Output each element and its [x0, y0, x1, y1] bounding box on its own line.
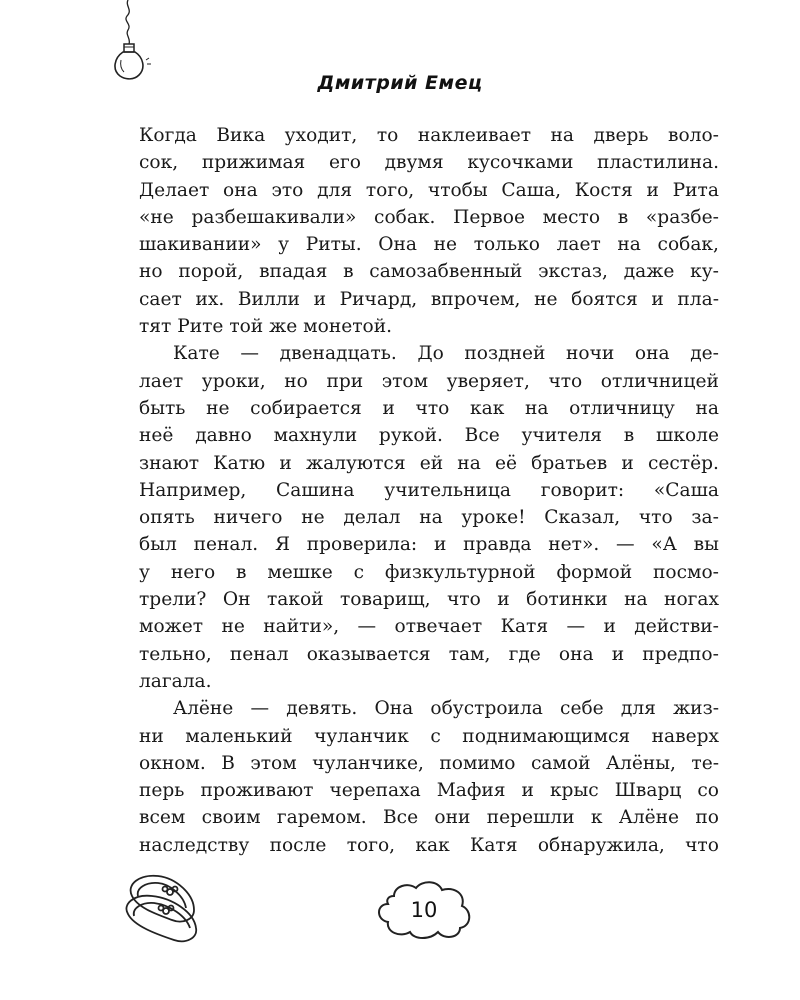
- word: ногах: [664, 589, 719, 611]
- word: уроке!: [461, 507, 526, 529]
- word: пенал.: [193, 534, 259, 556]
- word: двумя: [384, 152, 444, 174]
- word: правда: [463, 534, 532, 556]
- word: она: [558, 643, 594, 665]
- word: До: [417, 343, 444, 365]
- word: и: [651, 288, 664, 310]
- word: те-: [691, 752, 719, 774]
- paragraph: [139, 122, 719, 340]
- text-line: [139, 531, 719, 558]
- word: но: [139, 261, 163, 283]
- word: впрочем,: [430, 288, 521, 310]
- word: жалуются: [305, 452, 406, 474]
- word: на: [624, 589, 648, 611]
- word: после: [269, 834, 327, 856]
- word: что: [415, 397, 450, 419]
- word: пластилина.: [597, 152, 719, 174]
- text-line: [139, 313, 719, 340]
- word: Все: [383, 807, 419, 829]
- text-line: [139, 750, 719, 777]
- word: ей: [419, 452, 444, 474]
- word: —: [566, 616, 586, 638]
- word: —: [250, 698, 270, 720]
- text-line: [139, 340, 719, 367]
- word: не: [301, 507, 325, 529]
- word: ночи: [566, 343, 615, 365]
- word: уходит,: [284, 125, 358, 146]
- word: у: [278, 234, 290, 256]
- word: отличницу: [569, 397, 675, 419]
- word: на: [419, 507, 443, 529]
- text-line: [139, 668, 719, 695]
- word: махнули: [273, 425, 358, 447]
- word: порой,: [178, 261, 244, 283]
- word: такой: [266, 589, 324, 611]
- word: действи-: [634, 616, 719, 638]
- word: и: [433, 534, 447, 556]
- word: вы: [693, 534, 719, 556]
- word: Алёны,: [605, 752, 676, 774]
- word: не: [221, 616, 245, 638]
- text-line: [139, 832, 719, 859]
- word: наклеивает: [417, 125, 532, 146]
- word: где: [508, 643, 541, 665]
- word: Костя: [574, 179, 633, 201]
- word: неё: [139, 425, 174, 447]
- word: двенадцать.: [279, 343, 397, 365]
- word: рукой.: [378, 425, 443, 447]
- word: это: [271, 179, 304, 201]
- word: этом: [381, 370, 429, 392]
- word: что: [638, 507, 673, 529]
- word: её: [494, 452, 517, 474]
- word: тельно,: [139, 643, 212, 665]
- word: школе: [656, 425, 719, 447]
- word: и: [497, 589, 510, 611]
- text-line: [139, 777, 719, 804]
- word: что: [685, 834, 719, 856]
- word: место: [542, 206, 601, 228]
- word: посмо-: [653, 561, 719, 583]
- text-line: [139, 177, 719, 204]
- word: чтобы: [427, 179, 488, 201]
- text-line: [139, 477, 719, 504]
- word: отличницей: [600, 370, 719, 392]
- word: Катя: [470, 834, 518, 856]
- word: на: [524, 397, 549, 419]
- word: черепаха: [329, 780, 421, 802]
- word: монетой.: [303, 316, 392, 338]
- word: перь: [139, 780, 185, 802]
- word: сает: [139, 288, 182, 310]
- word: быть: [139, 397, 186, 419]
- word: пла-: [677, 288, 719, 310]
- word: сок,: [139, 152, 179, 174]
- word: нет».: [548, 534, 600, 556]
- word: только: [473, 234, 540, 256]
- word: «Саша: [653, 479, 719, 501]
- word: боятся: [571, 288, 638, 310]
- word: лает: [139, 370, 184, 392]
- word: Рита: [672, 179, 719, 201]
- word: поздней: [464, 343, 546, 365]
- text-line: [139, 586, 719, 613]
- text-line: [139, 258, 719, 285]
- word: Я: [274, 534, 290, 556]
- word: в: [617, 206, 629, 228]
- word: лает: [556, 234, 601, 256]
- word: что: [548, 370, 583, 392]
- word: ни: [139, 725, 164, 747]
- word: же: [269, 316, 304, 338]
- word: Алёне: [173, 698, 234, 720]
- word: на: [457, 452, 481, 474]
- word: маленький: [185, 725, 293, 747]
- word: Риты.: [305, 234, 362, 256]
- word: гаремом.: [276, 807, 367, 829]
- word: с: [430, 725, 441, 747]
- word: ку-: [690, 261, 719, 283]
- word: и: [646, 179, 659, 201]
- word: чуланчике,: [312, 752, 424, 774]
- word: Например,: [139, 479, 247, 501]
- word: то: [376, 125, 399, 146]
- word: лагала.: [139, 670, 212, 692]
- word: наследству: [139, 834, 250, 856]
- text-line: [139, 504, 719, 531]
- word: этом: [250, 752, 297, 774]
- word: Сашина: [276, 479, 355, 501]
- slippers-icon: [118, 866, 230, 950]
- word: опять: [139, 507, 195, 529]
- word: Кате: [173, 343, 220, 365]
- word: себе: [560, 698, 604, 720]
- word: для: [317, 179, 353, 201]
- text-line: [139, 422, 719, 449]
- word: ничего: [213, 507, 283, 529]
- word: —: [616, 534, 635, 556]
- word: него: [170, 561, 216, 583]
- word: Мафия: [436, 780, 506, 802]
- word: уроки,: [201, 370, 266, 392]
- word: собак,: [657, 234, 719, 256]
- word: на: [550, 125, 575, 146]
- word: воло-: [668, 125, 719, 146]
- word: «разбе-: [645, 206, 719, 228]
- word: уверяет,: [446, 370, 530, 392]
- word: там,: [448, 643, 491, 665]
- word: их.: [195, 288, 225, 310]
- word: но: [284, 370, 308, 392]
- word: и: [279, 452, 292, 474]
- word: учителя: [521, 425, 603, 447]
- word: на: [617, 234, 641, 256]
- word: как: [469, 397, 505, 419]
- word: обустроила: [430, 698, 543, 720]
- word: наверх: [651, 725, 719, 747]
- word: собирается: [250, 397, 362, 419]
- word: того,: [346, 834, 396, 856]
- word: самой: [530, 752, 591, 774]
- word: обнаружила,: [537, 834, 665, 856]
- word: учительница: [384, 479, 511, 501]
- word: Он: [222, 589, 251, 611]
- word: пенал: [229, 643, 289, 665]
- word: впадая: [259, 261, 328, 283]
- text-line: [139, 231, 719, 258]
- word: на: [695, 397, 719, 419]
- word: они: [434, 807, 471, 829]
- word: с: [353, 561, 365, 583]
- word: физкультурной: [384, 561, 536, 583]
- text-line: [139, 723, 719, 750]
- word: помимо: [439, 752, 516, 774]
- text-line: [139, 122, 719, 149]
- word: в: [623, 425, 635, 447]
- word: самозабвенный: [369, 261, 523, 283]
- word: она: [223, 179, 258, 201]
- text-line: [139, 286, 719, 313]
- word: разбешакивали»: [191, 206, 357, 228]
- page-number: 10: [410, 898, 438, 922]
- word: В: [221, 752, 235, 774]
- word: крыс: [549, 780, 599, 802]
- word: Шварц: [614, 780, 682, 802]
- word: товарищ,: [340, 589, 431, 611]
- word: говорит:: [540, 479, 625, 501]
- word: найти»,: [263, 616, 340, 638]
- word: проверила:: [306, 534, 418, 556]
- word: того,: [365, 179, 415, 201]
- word: делал: [343, 507, 401, 529]
- word: и: [521, 780, 534, 802]
- word: в: [236, 561, 247, 583]
- word: она: [634, 343, 670, 365]
- word: трели?: [139, 589, 207, 611]
- word: «не: [139, 206, 174, 228]
- word: кусочками: [467, 152, 574, 174]
- word: Она: [378, 234, 418, 256]
- text-line: [139, 204, 719, 231]
- text-line: [139, 695, 719, 722]
- running-head-author: Дмитрий Емец: [317, 72, 483, 94]
- word: был: [139, 534, 177, 556]
- word: шакивании»: [139, 234, 262, 256]
- word: Ричард,: [339, 288, 418, 310]
- word: Вика: [216, 125, 266, 146]
- word: при: [326, 370, 364, 392]
- word: его: [328, 152, 361, 174]
- word: и: [382, 397, 395, 419]
- word: за-: [691, 507, 719, 529]
- word: проживают: [200, 780, 314, 802]
- word: Саша,: [501, 179, 562, 201]
- word: Все: [464, 425, 500, 447]
- word: жиз-: [673, 698, 719, 720]
- word: Рите: [177, 316, 230, 338]
- text-line: [139, 450, 719, 477]
- word: и: [313, 288, 326, 310]
- word: Вилли: [237, 288, 300, 310]
- word: Алёне: [618, 807, 680, 829]
- text-line: [139, 641, 719, 668]
- word: не: [433, 234, 458, 256]
- word: прижимая: [201, 152, 306, 174]
- word: Катю: [213, 452, 266, 474]
- word: Делает: [139, 179, 210, 201]
- word: и: [603, 616, 616, 638]
- word: —: [357, 616, 377, 638]
- word: не: [534, 288, 558, 310]
- word: для: [620, 698, 656, 720]
- word: сестёр.: [647, 452, 719, 474]
- word: Сказал,: [544, 507, 621, 529]
- word: перешли: [486, 807, 575, 829]
- word: той: [229, 316, 270, 338]
- word: Первое: [453, 206, 525, 228]
- word: поднимающимся: [462, 725, 631, 747]
- word: предпо-: [642, 643, 719, 665]
- word: тят: [139, 316, 178, 338]
- word: Она: [374, 698, 414, 720]
- text-line: [139, 149, 719, 176]
- word: чуланчик: [314, 725, 409, 747]
- word: по: [695, 807, 719, 829]
- text-line: [139, 804, 719, 831]
- word: в: [343, 261, 354, 283]
- word: у: [139, 561, 150, 583]
- text-line: [139, 395, 719, 422]
- text-line: [139, 368, 719, 395]
- word: мешке: [267, 561, 333, 583]
- word: экстаз,: [538, 261, 608, 283]
- word: «А: [651, 534, 677, 556]
- word: де-: [690, 343, 719, 365]
- word: всем: [139, 807, 186, 829]
- word: давно: [195, 425, 252, 447]
- word: со: [697, 780, 719, 802]
- word: может: [139, 616, 204, 638]
- word: собак.: [374, 206, 436, 228]
- text-line: [139, 613, 719, 640]
- paragraph: [139, 695, 719, 859]
- word: и: [621, 452, 634, 474]
- word: ботинки: [526, 589, 608, 611]
- body-text: [139, 122, 719, 859]
- word: окном.: [139, 752, 206, 774]
- word: даже: [623, 261, 675, 283]
- word: не: [206, 397, 230, 419]
- word: что: [447, 589, 481, 611]
- paragraph: [139, 340, 719, 695]
- word: формой: [556, 561, 633, 583]
- word: и: [611, 643, 625, 665]
- word: Когда: [139, 125, 197, 146]
- word: девять.: [286, 698, 358, 720]
- word: —: [240, 343, 259, 365]
- text-line: [139, 559, 719, 586]
- word: братьев: [531, 452, 608, 474]
- word: к: [590, 807, 603, 829]
- word: оказывается: [306, 643, 431, 665]
- word: Катя: [500, 616, 549, 638]
- word: дверь: [593, 125, 649, 146]
- word: знают: [139, 452, 200, 474]
- word: как: [415, 834, 450, 856]
- word: своим: [201, 807, 261, 829]
- word: отвечает: [394, 616, 483, 638]
